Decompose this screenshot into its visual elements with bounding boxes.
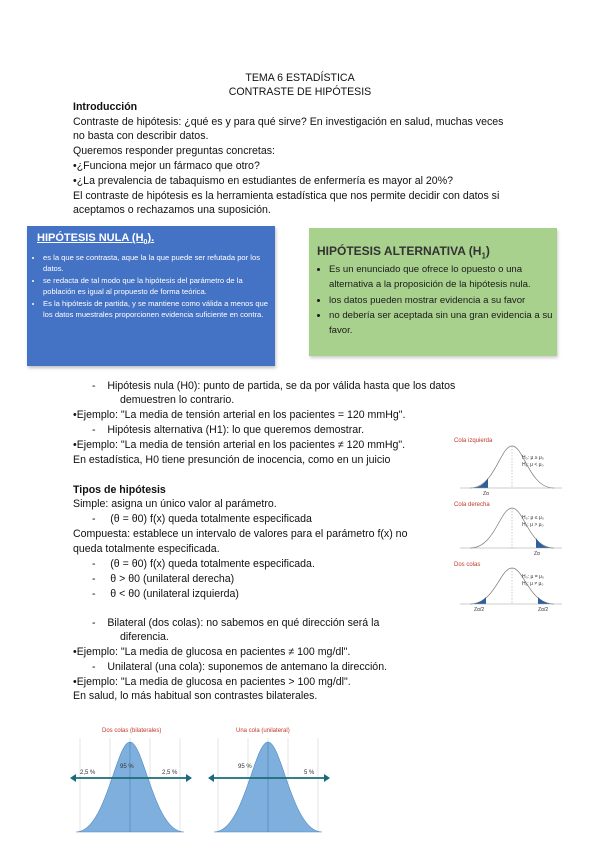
left-tail-label: Cola izquierda — [454, 438, 493, 444]
intro-heading: Introducción — [73, 101, 138, 113]
unilateral-right-pct: 5 % — [304, 770, 315, 776]
right-tail-h0: H₀: μ ≤ μ₀ — [522, 515, 544, 521]
conclusion: En salud, lo más habitual son contrastes bilaterales. — [73, 690, 318, 702]
bilateral-left-pct: 2,5 % — [80, 770, 96, 776]
types-heading: Tipos de hipótesis — [73, 484, 166, 496]
null-box-title: HIPÓTESIS NULA $(H_0)$. — [37, 232, 155, 247]
h1-definition: - Hipótesis alternativa (H1): lo que queremos demostrar. — [92, 424, 365, 436]
doc-title: TEMA 6 ESTADÍSTICA — [245, 72, 355, 84]
unilateral-title: Una cola (unilateral) — [236, 728, 290, 734]
intro-line: El contraste de hipótesis es la herramienta estadística que nos permite decidir con datos si — [73, 190, 500, 202]
intro-line: Queremos responder preguntas concretas: — [73, 145, 275, 157]
unilateral-center-pct: 95 % — [238, 764, 252, 770]
two-tail-z-left: Zα/2 — [474, 607, 485, 613]
bilateral-def-cont: diferencia. — [120, 631, 169, 643]
null-hypothesis-box — [27, 226, 275, 366]
left-tail-h0: H₀: μ ≥ μ₀ — [522, 455, 544, 461]
compuesta-item: - θ > θ0 (unilateral derecha) — [92, 573, 235, 585]
two-tail-z-right: Zα/2 — [538, 607, 549, 613]
bilateral-arrow-right — [186, 774, 192, 782]
intro-line: •¿Funciona mejor un fármaco que otro? — [73, 160, 260, 172]
right-tail-label: Cola derecha — [454, 502, 490, 508]
list-item: • se redacta de tal modo que la hipótesis del parámetro de la población es igual al propuesto de forma teórica. — [43, 275, 271, 297]
right-tail-h1: H₁: μ > μ₀ — [522, 522, 544, 528]
left-tail-area — [470, 478, 488, 488]
intro-line: Contraste de hipótesis: ¿qué es y para qué sirve? En investigación en salud, muchas veces — [73, 116, 504, 128]
unilateral-figure — [208, 724, 330, 836]
bilateral-arrow-left — [70, 774, 76, 782]
right-tail-z: Zα — [534, 551, 540, 557]
left-tail-h1: H₁: μ < μ₀ — [522, 462, 544, 468]
h0-definition-cont: demuestren lo contrario. — [120, 394, 235, 406]
bilateral-right-pct: 2,5 % — [162, 770, 178, 776]
compuesta-def-cont: queda totalmente especificada. — [73, 543, 220, 555]
list-item: • los datos pueden mostrar evidencia a su favor — [329, 293, 557, 308]
h0-definition: - Hipótesis nula (H0): punto de partida, se da por válida hasta que los datos — [92, 380, 456, 392]
intro-line: no basta con describir datos. — [73, 130, 209, 142]
list-item: • no debería ser aceptada sin una gran evidencia a su favor. — [329, 308, 557, 339]
left-tail-z: Zα — [483, 491, 489, 497]
alt-box-list — [315, 262, 557, 338]
unilateral-arrow-left — [208, 774, 214, 782]
intro-line: •¿La prevalencia de tabaquismo en estudiantes de enfermería es mayor al 20%? — [73, 175, 454, 187]
two-tail-left-area — [470, 597, 486, 604]
example-3: •Ejemplo: "La media de glucosa en pacientes ≠ 100 mg/dl". — [73, 646, 351, 658]
compuesta-item: - θ < θ0 (unilateral izquierda) — [92, 588, 239, 600]
list-item: • Es la hipótesis de partida, y se mantiene como válida a menos que los datos muestrales proporcionen evidencia suficiente en contra. — [43, 298, 271, 320]
list-item: • Es un enunciado que ofrece lo opuesto o una alternativa a la proposición de la hipótesis nula. — [329, 262, 557, 293]
tail-figures — [450, 432, 570, 614]
example-2: •Ejemplo: "La media de tensión arterial en los pacientes ≠ 120 mmHg". — [73, 439, 406, 451]
right-tail-area — [536, 538, 554, 548]
two-tail-right-area — [538, 597, 554, 604]
list-item: • es la que se contrasta, aque la la que puede ser refutada por los datos. — [43, 252, 271, 274]
example-1: •Ejemplo: "La media de tensión arterial en los pacientes = 120 mmHg". — [73, 409, 406, 421]
bilateral-def: - Bilateral (dos colas): no sabemos en qué dirección será la — [92, 617, 380, 629]
doc-subtitle: CONTRASTE DE HIPÓTESIS — [228, 86, 372, 98]
simple-def: Simple: asigna un único valor al parámetro. — [73, 498, 277, 510]
simple-item: - (θ = θ0) f(x) queda totalmente especificada — [92, 513, 312, 525]
unilateral-def: - Unilateral (una cola): suponemos de antemano la dirección. — [92, 661, 388, 673]
two-tail-h1: H₁: μ ≠ μ₀ — [522, 581, 544, 587]
intro-line: aceptamos o rechazamos una suposición. — [73, 204, 271, 216]
two-tail-h0: H₀: μ = μ₀ — [522, 574, 544, 580]
alt-hypothesis-box — [309, 228, 557, 356]
innocence-note: En estadística, H0 tiene presunción de inocencia, como en un juicio — [73, 454, 391, 466]
compuesta-def: Compuesta: establece un intervalo de valores para el parámetro f(x) no — [73, 528, 408, 540]
unilateral-arrow-right — [324, 774, 330, 782]
example-4: •Ejemplo: "La media de glucosa en pacientes > 100 mg/dl". — [73, 676, 351, 688]
two-tail-label: Dos colas — [454, 562, 481, 568]
bilateral-center-pct: 95 % — [120, 764, 134, 770]
compuesta-item: - (θ = θ0) f(x) queda totalmente especificada. — [92, 558, 315, 570]
bilateral-title: Dos colas (bilaterales) — [102, 728, 162, 734]
bilateral-figure — [70, 724, 192, 836]
null-box-list — [33, 252, 271, 321]
alt-box-title: HIPÓTESIS ALTERNATIVA $(H_1)$ — [317, 244, 490, 261]
